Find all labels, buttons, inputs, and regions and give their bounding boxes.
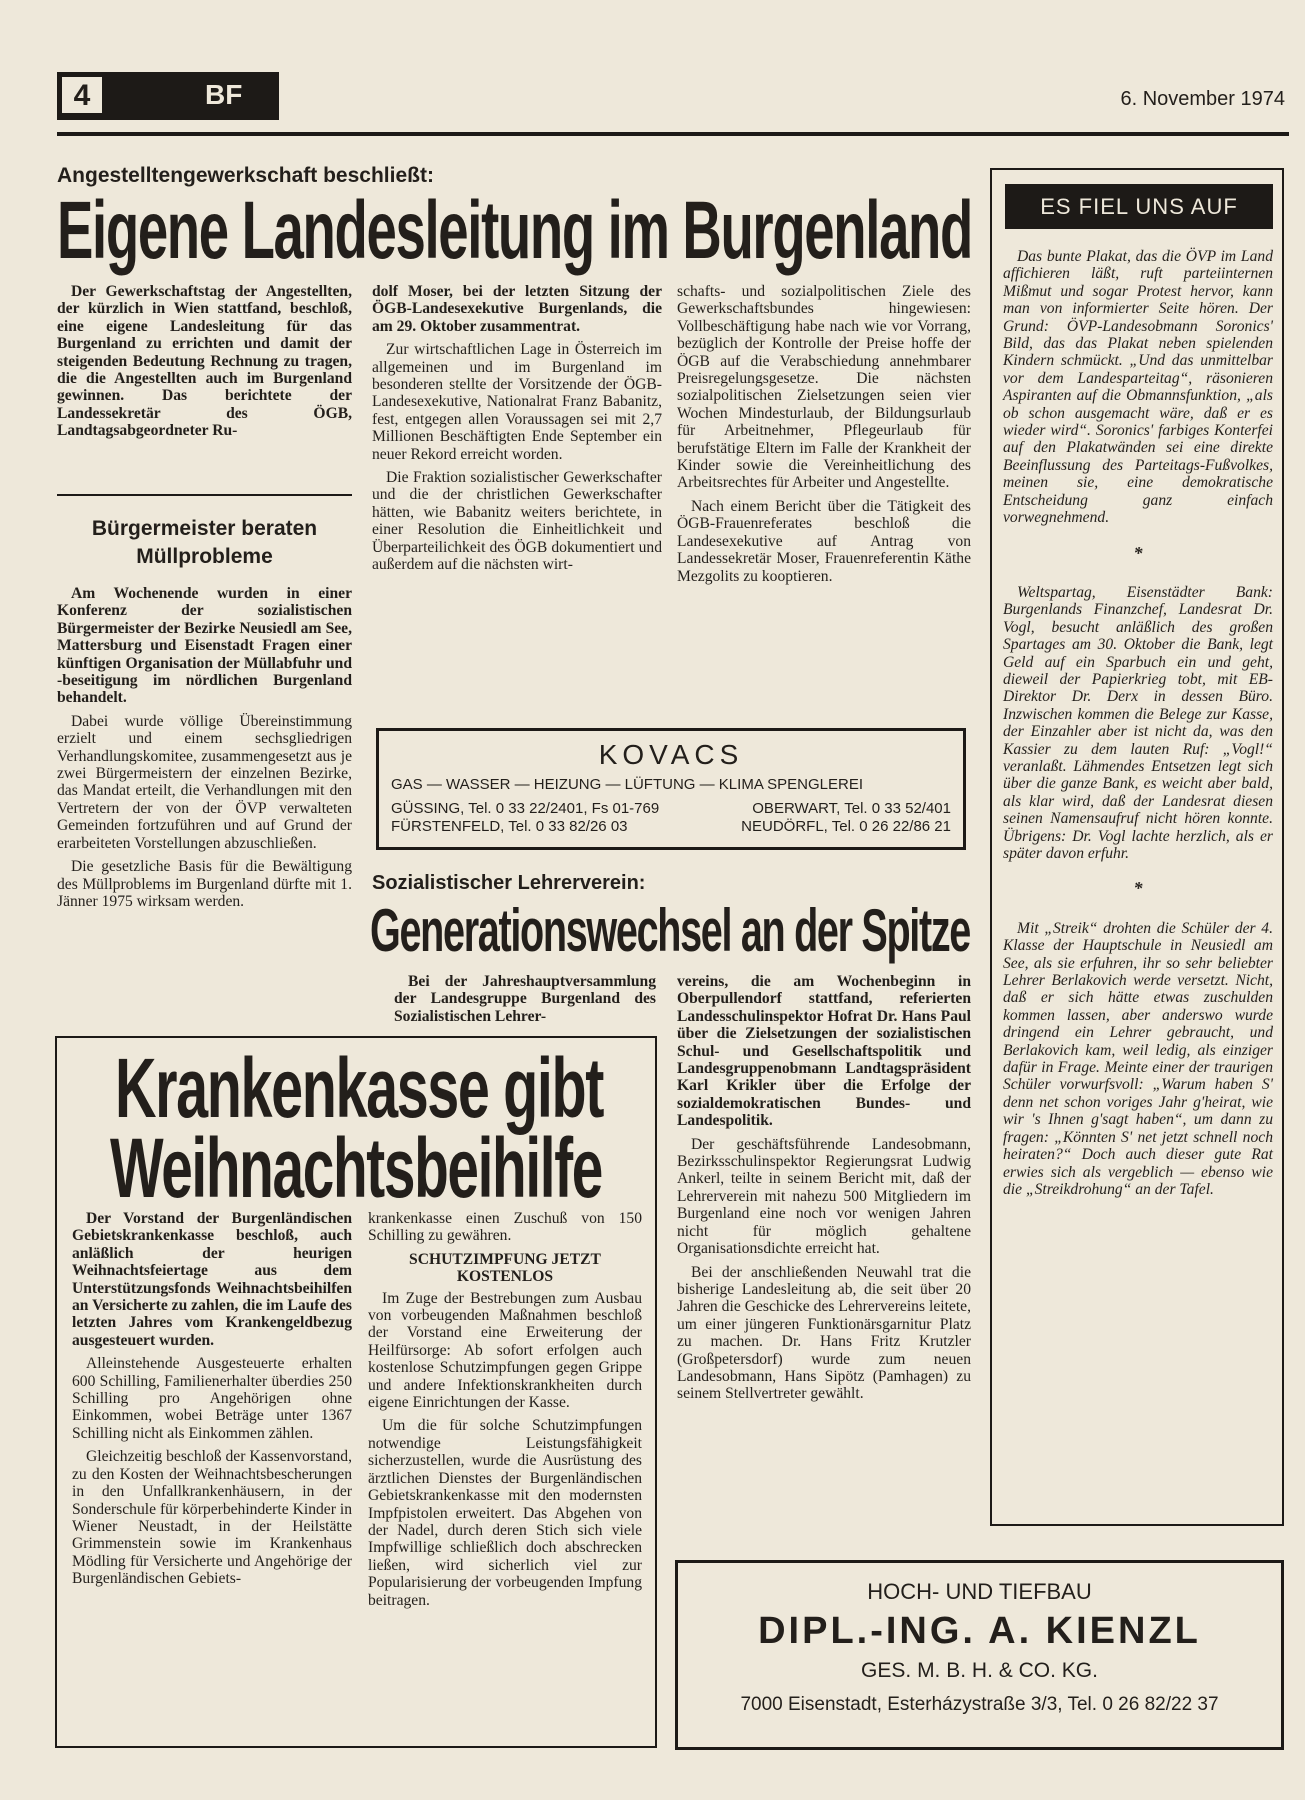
ad-row xyxy=(391,818,951,836)
lehrer-col-b xyxy=(677,973,971,1409)
headline-text: Weihnachtsbeihilfe xyxy=(110,1121,602,1215)
ad-address: 7000 Eisenstadt, Esterházystraße 3/3, Tel. 0 26 82/22 37 xyxy=(740,1694,1219,1715)
lead-paragraph-cont: dolf Moser, bei der letzten Sitzung der ÖGB-Landesexekutive Burgenlands, die am 29. Oktober zusammentrat. xyxy=(372,283,662,335)
paragraph: Gleichzeitig beschloß der Kassenvorstand, zu den Kosten der Weihnachtsbescherungen in den Unfallkrankenhäusern, in der Sonderschule für körperbehinderte Kinder in Wiener Neustadt, in der Heilstätte Grimmenstein sowie im Krankenhaus Mödling für Versicherte und Angehörige der Burgenländischen Gebiets- xyxy=(72,1448,352,1588)
paragraph: Nach einem Bericht über die Tätigkeit des ÖGB-Frauenreferates beschloß die Landesexekutive auf Antrag von Landessekretär Moser, Frauenreferentin Käthe Mezgolits zu kooptieren. xyxy=(677,497,971,585)
paragraph: Die Fraktion sozialistischer Gewerkschafter und die der christlichen Gewerkschafter hätten, wie Babanitz weiters berichtete, in einer Resolution die Einheitlichkeit und Überparteilichkeit des ÖGB dokumentiert und außerdem auf die nächsten wirt- xyxy=(372,469,662,574)
ad-name: DIPL.-ING. A. KIENZL xyxy=(758,1610,1201,1652)
lead-paragraph-cont: vereins, die am Wochenbeginn in Oberpullendorf stattfand, referierten Landesschulinspektor Hofrat Dr. Hans Paul über die Zielsetzungen der sozialistischen Schul- und Gesellschaftspolitik und Landesgruppenobmann Landtagspräsident Karl Krikler über die Erfolge der sozialdemokratischen Bundes- und Landespolitik. xyxy=(677,973,971,1130)
separator-star: * xyxy=(1133,542,1143,563)
paragraph: schafts- und sozialpolitischen Ziele des Gewerkschaftsbundes hingewiesen: Vollbeschäftigung habe nach wie vor Vorrang, bezüglich der Kontrolle der Preise hoffe der ÖGB auf die Verabschiedung annehmbarer Preisregelungsgesetze. Die nächsten sozialpolitischen Zielsetzungen seien vier Wochen Mindesturlaub, der Bildungsurlaub für Arbeitnehmer, Pflegeurlaub für berufstätige Eltern im Falle der Krankheit der Kinder sowie die Vereinheitlichung des Arbeitsrechtes für Arbeiter und Angestellte. xyxy=(677,283,971,492)
headline-line: Müllprobleme xyxy=(136,545,273,568)
page-header xyxy=(57,72,279,120)
lead-paragraph: Bei der Jahreshauptversammlung der Landesgruppe Burgenland des Sozialistischen Lehrer- xyxy=(394,973,656,1025)
ad-company: GES. M. B. H. & CO. KG. xyxy=(861,1659,1098,1682)
column-item: Das bunte Plakat, das die ÖVP im Land affichieren läßt, ruft parteiinternen Mißmut und sogar Protest hervor, kann man von informierter Seite hören. Der Grund: ÖVP-Landesobmann Soronics' Bild, das das Plakat neben spielenden Kindern schmückt. „Und das unmittelbar vor dem Landesparteitag“, räsonieren Aspiranten auf die Obmannsfunktion, „als ob schon ausgemacht wäre, daß er es wieder wird“. Soronics' farbiges Konterfei auf den Plakatwänden sei eine direkte Beeinflussung des Parteitags-Fußvolkes, meinen sie, eine demokratische Entscheidung ganz einfach vorwegnehmend. xyxy=(1003,248,1273,527)
paragraph: Dabei wurde völlige Übereinstimmung erzielt und einem sechsgliedrigen Verhandlungskomitee, zusammengesetzt aus je zwei Bürgermeistern der einzelnen Bezirke, das Mandat erteilt, die Verhandlungen mit den Vertretern der von der ÖVP verwalteten Gemeinden fortzuführen und auf Grund der erarbeiteten Vorstellungen abzuschließen. xyxy=(57,712,352,852)
ad-location: GÜSSING, Tel. 0 33 22/2401, Fs 01-769 xyxy=(391,800,660,817)
lehrer-kicker: Sozialistischer Lehrerverein: xyxy=(372,872,646,894)
ad-name: KOVACS xyxy=(598,739,744,770)
column-item: Weltspartag, Eisenstädter Bank: Burgenlands Finanzchef, Landesrat Dr. Vogl, besucht anläßlich des großen Spartages am 30. Oktober die Bank, legt Geld auf ein Sparbuch ein und geht, dieweil der Papierkrieg tobt, mit EB-Direktor Dr. Derx in dessen Büro. Inzwischen kommen die Belege zur Kasse, der Einzahler aber ist nicht da, was den Kassier zu dem lauten Ruf: „Vogl!“ veranlaßt. Lähmendes Entsetzen legt sich über die ganze Bank, es weicht aber bald, als klar wird, daß der Landesrat diesen seinen Namensaufruf nicht hören konnte. Übrigens: Dr. Vogl lachte herzlich, als er später davon erfuhr. xyxy=(1003,583,1273,862)
ad-kienzl xyxy=(675,1560,1284,1750)
section-rule xyxy=(57,494,352,496)
paragraph: Um die für solche Schutzimpfungen notwendige Leistungsfähigkeit sicherzustellen, wurde die Ausrüstung des ärztlichen Dienstes der Burgenländischen Gebietskrankenkasse mit den modernsten Impfpistolen erweitert. Das Abgehen von der Nadel, durch deren Stich sich viele Impfwillige schließlich doch abschrecken ließen, wird sicherlich viel zur Popularisierung der vorbeugenden Impfung beitragen. xyxy=(368,1417,642,1609)
article-headline xyxy=(57,185,972,276)
paragraph-cont: krankenkasse einen Zuschuß von 150 Schilling zu gewähren. xyxy=(368,1210,642,1245)
paragraph: Alleinstehende Ausgesteuerte erhalten 600 Schilling, Familienerhalter überdies 250 Schilling pro Angehörigen ohne Einkommen, wobei Beträge unter 1367 Schilling nicht als Einkommen zählen. xyxy=(72,1355,352,1442)
article-col1 xyxy=(57,283,352,446)
lead-paragraph: Der Gewerkschaftstag der Angestellten, der kürzlich in Wien stattfand, beschloß, eine eigene Landesleitung für das Burgenland zu errichten und damit der steigenden Bedeutung Rechnung zu tragen, die die Angestellten auch im Burgenland gewinnen. Das berichtete der Landessekretär des ÖGB, Landtagsabgeordneter Ru- xyxy=(57,283,352,440)
ad-kovacs xyxy=(376,728,966,850)
page-number: 4 xyxy=(60,75,104,115)
column-item: Mit „Streik“ drohten die Schüler der 4. Klasse der Hauptschule in Neusiedl am See, als sie erfuhren, ihr so sehr beliebter Lehrer Berlakovich werde versetzt. Nicht, daß er sich hätte etwas zuschulden kommen lassen, aber anderswo wurde dringend ein Lehrer gebraucht, und Berlakovich kam, weil ledig, als einziger dafür in Frage. Meinte einer der traurigen Schüler vorwurfsvoll: „Warum haben S' denn net schon voriges Jahr g'heirat, wie wir 's Ihnen g'sagt haben“, um dann zu fragen: „Könnten S' net jetzt schnell noch heiraten?“ Doch auch dieser gute Rat erwies sich als vergeblich — ebenso wie die „Streikdrohung“ an der Tafel. xyxy=(1003,919,1273,1198)
separator-star: * xyxy=(1133,878,1143,899)
header-rule xyxy=(57,132,1289,136)
krankenkasse-headline-1 xyxy=(115,1041,603,1135)
headline-text: Eigene Landesleitung im Burgenland xyxy=(57,185,972,276)
section-label: BF xyxy=(205,79,243,110)
krankenkasse-col2 xyxy=(368,1210,642,1615)
column-title: ES FIEL UNS AUF xyxy=(1005,184,1273,229)
lehrer-col-a xyxy=(394,973,656,1031)
article-col3 xyxy=(677,283,971,591)
ad-row xyxy=(391,800,951,818)
article-col2 xyxy=(372,283,662,580)
lead-paragraph: Am Wochenende wurden in einer Konferenz der sozialistischen Bürgermeister der Bezirke Neusiedl am See, Mattersburg und Eisenstadt Fragen einer künftigen Organisation der Müllabfuhr und -beseitigung im nördlichen Burgenland behandelt. xyxy=(57,585,352,707)
ad-line: HOCH- UND TIEFBAU xyxy=(867,1579,1092,1604)
column-body xyxy=(1003,248,1273,1204)
paragraph: Der geschäftsführende Landesobmann, Bezirksschulinspektor Regierungsrat Ludwig Ankerl, teilte in seinem Bericht mit, daß der Lehrerverein mit nahezu 500 Mitgliedern im Burgenland eine noch vor wenigen Jahren nicht für möglich gehaltene Organisationsdichte erreicht hat. xyxy=(677,1135,971,1258)
headline-text: Generationswechsel an der Spitze xyxy=(370,897,970,964)
muell-headline xyxy=(57,515,352,571)
paragraph: Im Zuge der Bestrebungen zum Ausbau von vorbeugenden Maßnahmen beschloß der Vorstand eine Erweiterung der Heilfürsorge: Ab sofort erfolgen auch kostenlose Schutzimpfungen gegen Grippe und andere Infektionskrankheiten durch eigene Einrichtungen der Kasse. xyxy=(368,1289,642,1412)
issue-date: 6. November 1974 xyxy=(1120,88,1285,110)
muell-body xyxy=(57,585,352,916)
article-kicker: Angestelltengewerkschaft beschließt: xyxy=(57,164,434,187)
headline-text: Krankenkasse gibt xyxy=(115,1041,603,1135)
subheading: SCHUTZIMPFUNG JETZT KOSTENLOS xyxy=(409,1250,601,1286)
paragraph: Zur wirtschaftlichen Lage in Österreich im allgemeinen und im Burgenland im besonderen stellte der Vorsitzende der ÖGB-Landesexekutive, Nationalrat Franz Babanitz, fest, entgegen allen Voraussagen sei mit 2,7 Millionen Beschäftigten Ende September ein neuer Rekord erreicht worden. xyxy=(372,341,662,463)
paragraph: Bei der anschließenden Neuwahl trat die bisherige Landesleitung ab, die seit über 20 Jahren die Geschicke des Lehrervereins leitete, um einer jüngeren Funktionärsgarnitur Platz zu machen. Dr. Hans Fritz Krutzler (Großpetersdorf) wurde zum neuen Landesobmann, Hans Sipötz (Pamhagen) zu seinem Stellvertreter gewählt. xyxy=(677,1263,971,1403)
lead-paragraph: Der Vorstand der Burgenländischen Gebietskrankenkasse beschloß, auch anläßlich der heurigen Weihnachtsfeiertage aus dem Unterstützungsfonds Weihnachtsbeihilfen an Versicherte zu zahlen, die im Laufe des letzten Jahres vom Krankengeldbezug ausgesteuert wurden. xyxy=(72,1210,352,1349)
lehrer-headline xyxy=(370,897,970,964)
ad-location: OBERWART, Tel. 0 33 52/401 xyxy=(752,800,951,817)
ad-location: NEUDÖRFL, Tel. 0 26 22/86 21 xyxy=(741,818,951,835)
ad-services: GAS — WASSER — HEIZUNG — LÜFTUNG — KLIMA SPENGLEREI xyxy=(391,776,864,793)
paragraph: Die gesetzliche Basis für die Bewältigung des Müllproblems im Burgenland dürfte mit 1. Jänner 1975 wirksam werden. xyxy=(57,858,352,910)
krankenkasse-headline-2 xyxy=(110,1121,602,1215)
ad-location: FÜRSTENFELD, Tel. 0 33 82/26 03 xyxy=(391,818,628,835)
headline-line: Bürgermeister beraten xyxy=(91,517,318,540)
krankenkasse-col1 xyxy=(72,1210,352,1594)
